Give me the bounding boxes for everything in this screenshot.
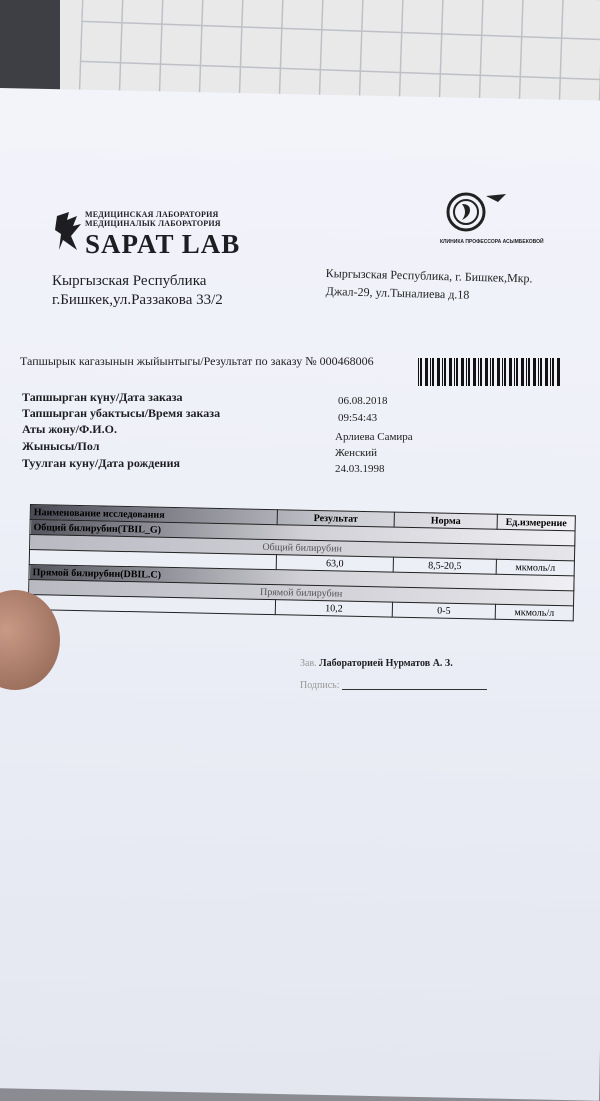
barcode-bar	[466, 358, 467, 386]
barcode-bar	[526, 358, 527, 386]
barcode-bar	[509, 358, 512, 386]
clinic-address-2: Джал-29, ул.Тыналиева д.18	[325, 283, 470, 302]
barcode-bar	[418, 358, 419, 386]
section-subtitle: Общий билирубин	[30, 535, 575, 561]
lab-head-line	[300, 658, 453, 669]
clinic-emblem-icon	[440, 190, 510, 234]
label-birthdate: Туулган куну/Дата рождения	[22, 456, 180, 470]
lab-address-2: г.Бишкек,ул.Раззакова 33/2	[52, 292, 223, 308]
barcode-bar	[473, 358, 476, 386]
barcode-bar	[444, 358, 446, 386]
barcode-bar	[437, 358, 440, 386]
barcode-bar	[432, 358, 434, 386]
unit-value: мкмоль/л	[495, 604, 573, 621]
lab-name-ru: МЕДИЦИНСКАЯ ЛАБОРАТОРИЯ	[85, 210, 219, 219]
col-test-name: Наименование исследования	[30, 505, 277, 525]
barcode-bar	[528, 358, 530, 386]
order-title-text: Тапшырык кагазынын жыйынтыгы/Результат по заказу №	[20, 354, 317, 368]
barcode-bar	[497, 358, 500, 386]
barcode-bar	[468, 358, 470, 386]
barcode-bar	[516, 358, 518, 386]
section-subtitle: Прямой билирубин	[29, 579, 574, 605]
lab-address-1: Кыргызская Республика	[52, 273, 207, 289]
order-number: 000468006	[319, 354, 374, 368]
barcode-bar	[545, 358, 548, 386]
barcode-bar	[514, 358, 515, 386]
col-norm: Норма	[394, 512, 497, 529]
col-result: Результат	[277, 510, 394, 527]
section-name: Прямой билирубин(DBIL.C)	[29, 564, 574, 590]
barcode-bar	[538, 358, 539, 386]
barcode-bar	[533, 358, 536, 386]
barcode-bar	[490, 358, 491, 386]
barcode-bar	[557, 358, 560, 386]
dark-corner	[0, 0, 60, 100]
sapat-lab-logo	[55, 210, 240, 260]
barcode-bar	[480, 358, 482, 386]
lab-name-ky: МЕДИЦИНАЛЫК ЛАБОРАТОРИЯ	[85, 219, 221, 228]
barcode-bar	[502, 358, 503, 386]
results-table	[28, 504, 576, 621]
label-name: Аты жону/Ф.И.О.	[22, 422, 117, 436]
barcode-icon	[418, 358, 560, 386]
lab-emblem-icon	[53, 210, 83, 252]
barcode-bar	[456, 358, 458, 386]
lab-head-name: Лабораторией Нурматов А. З.	[319, 658, 453, 669]
clinic-address-1: Кыргызская Республика, г. Бишкек,Мкр.	[325, 265, 533, 286]
value-order-time: 09:54:43	[338, 412, 378, 424]
barcode-bar	[504, 358, 506, 386]
barcode-bar	[550, 358, 551, 386]
barcode-bar	[540, 358, 542, 386]
barcode-bar	[461, 358, 464, 386]
barcode-bar	[454, 358, 455, 386]
barcode-bar	[449, 358, 452, 386]
barcode-bar	[430, 358, 431, 386]
sign-label: Подпись:	[300, 680, 340, 691]
norm-value: 0-5	[392, 602, 495, 619]
value-order-date: 06.08.2018	[338, 395, 388, 407]
clinic-logo-text: КЛИНИКА ПРОФЕССОРА АСЫМБЕКОВОЙ	[440, 239, 544, 245]
barcode-bar	[478, 358, 479, 386]
col-unit: Ед.измерение	[497, 514, 575, 531]
barcode-bar	[485, 358, 488, 386]
barcode-bar	[425, 358, 428, 386]
sign-underline	[342, 689, 487, 690]
barcode-bar	[521, 358, 524, 386]
result-value: 63,0	[276, 555, 393, 572]
label-sex: Жынысы/Пол	[22, 439, 100, 453]
lab-head-prefix: Зав.	[300, 658, 320, 669]
sign-line	[300, 680, 487, 691]
barcode-bar	[442, 358, 443, 386]
clinic-logo	[440, 190, 544, 250]
value-name: Арлиева Самира	[335, 431, 413, 443]
result-value: 10,2	[275, 600, 392, 617]
barcode-bar	[492, 358, 494, 386]
label-order-date: Тапшырган күну/Дата заказа	[22, 390, 183, 404]
norm-value: 8,5-20,5	[393, 557, 496, 574]
order-title	[20, 354, 374, 369]
label-order-time: Тапшырган убактысы/Время заказа	[22, 406, 221, 420]
lab-brand: SAPAT LAB	[85, 229, 241, 259]
section-name: Общий билирубин(TBIL_G)	[30, 520, 575, 546]
value-sex: Женский	[335, 447, 378, 459]
barcode-bar	[420, 358, 422, 386]
unit-value: мкмоль/л	[496, 559, 574, 576]
value-birthdate: 24.03.1998	[335, 463, 385, 475]
barcode-bar	[552, 358, 554, 386]
